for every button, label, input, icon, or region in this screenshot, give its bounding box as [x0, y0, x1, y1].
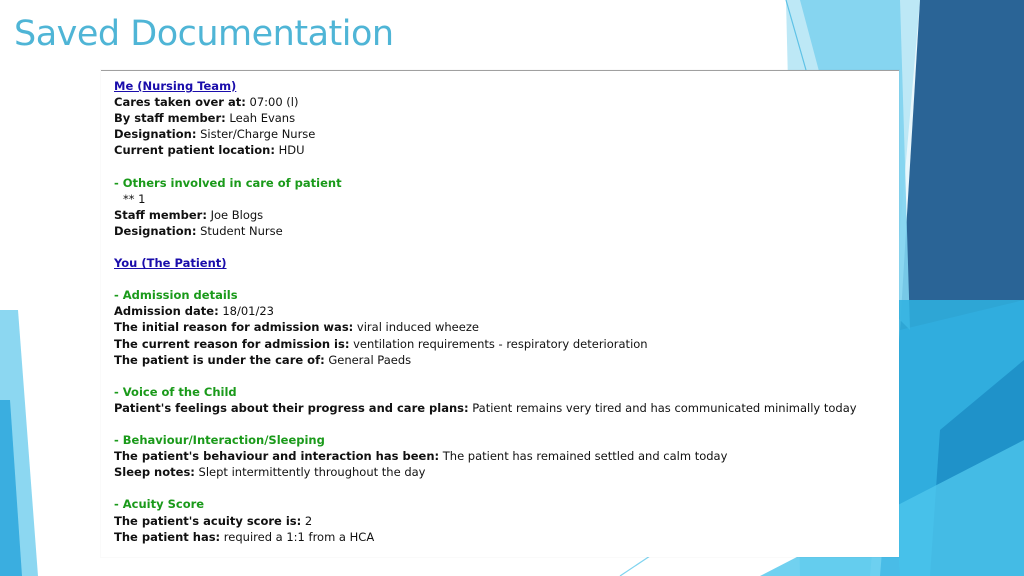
- field-label: The initial reason for admission was:: [114, 320, 354, 335]
- field-value: ventilation requirements - respiratory deterioration: [349, 336, 648, 351]
- field-label: The patient is under the care of:: [114, 352, 325, 367]
- field-value: 18/01/23: [218, 304, 274, 319]
- field-value: HDU: [274, 143, 305, 158]
- section-heading-behaviour: - Behaviour/Interaction/Sleeping: [114, 433, 325, 448]
- field-label: Designation:: [114, 223, 197, 238]
- field-label: By staff member:: [114, 111, 226, 126]
- field-label: Patient's feelings about their progress and care plans:: [114, 400, 469, 415]
- documentation-panel: [101, 70, 899, 557]
- field-label: Sleep notes:: [114, 465, 195, 480]
- cares-taken-over-row: [114, 94, 891, 110]
- behaviour-row: [114, 448, 891, 464]
- documentation-content: [114, 78, 891, 545]
- field-value: required a 1:1 from a HCA: [220, 529, 375, 544]
- staff-member-row: [114, 110, 891, 126]
- feelings-row: [114, 400, 891, 416]
- field-value: Patient remains very tired and has communicated minimally today: [468, 400, 857, 415]
- field-value: Slept intermittently throughout the day: [194, 465, 426, 480]
- acuity-score-row: [114, 513, 891, 529]
- field-value: viral induced wheeze: [353, 320, 479, 335]
- admission-date-row: [114, 303, 891, 319]
- field-value: 2: [301, 513, 313, 528]
- field-value: Leah Evans: [225, 111, 296, 126]
- designation-row: [114, 126, 891, 142]
- field-label: The patient has:: [114, 529, 221, 544]
- section-heading-others: - Others involved in care of patient: [114, 175, 342, 190]
- me-nursing-team-link[interactable]: Me (Nursing Team): [114, 79, 237, 93]
- initial-reason-row: [114, 319, 891, 335]
- field-label: The patient's acuity score is:: [114, 513, 302, 528]
- section-heading-voice: - Voice of the Child: [114, 384, 237, 399]
- field-label: Current patient location:: [114, 143, 275, 158]
- field-value: Joe Blogs: [206, 207, 264, 222]
- field-value: Sister/Charge Nurse: [196, 127, 316, 142]
- you-the-patient-link[interactable]: You (The Patient): [114, 256, 227, 271]
- field-value: Student Nurse: [196, 223, 283, 238]
- slide-title: Saved Documentation: [14, 14, 394, 54]
- field-value: General Paeds: [324, 352, 412, 367]
- field-value: 07:00 (l): [245, 95, 299, 110]
- field-label: Designation:: [114, 127, 197, 142]
- location-row: [114, 142, 891, 158]
- field-label: The patient's behaviour and interaction has been:: [114, 449, 440, 464]
- section-heading-acuity: - Acuity Score: [114, 497, 205, 512]
- sleep-notes-row: [114, 464, 891, 480]
- field-label: Admission date:: [114, 304, 219, 319]
- other-designation-row: [114, 223, 891, 239]
- patient-has-row: [114, 529, 891, 545]
- field-label: Staff member:: [114, 207, 207, 222]
- field-label: Cares taken over at:: [114, 95, 246, 110]
- other-staff-row: [114, 207, 891, 223]
- field-label: The current reason for admission is:: [114, 336, 350, 351]
- current-reason-row: [114, 336, 891, 352]
- others-item-marker: ** 1: [123, 191, 146, 206]
- care-of-row: [114, 352, 891, 368]
- section-heading-admission: - Admission details: [114, 288, 238, 303]
- field-value: The patient has remained settled and calm today: [439, 449, 728, 464]
